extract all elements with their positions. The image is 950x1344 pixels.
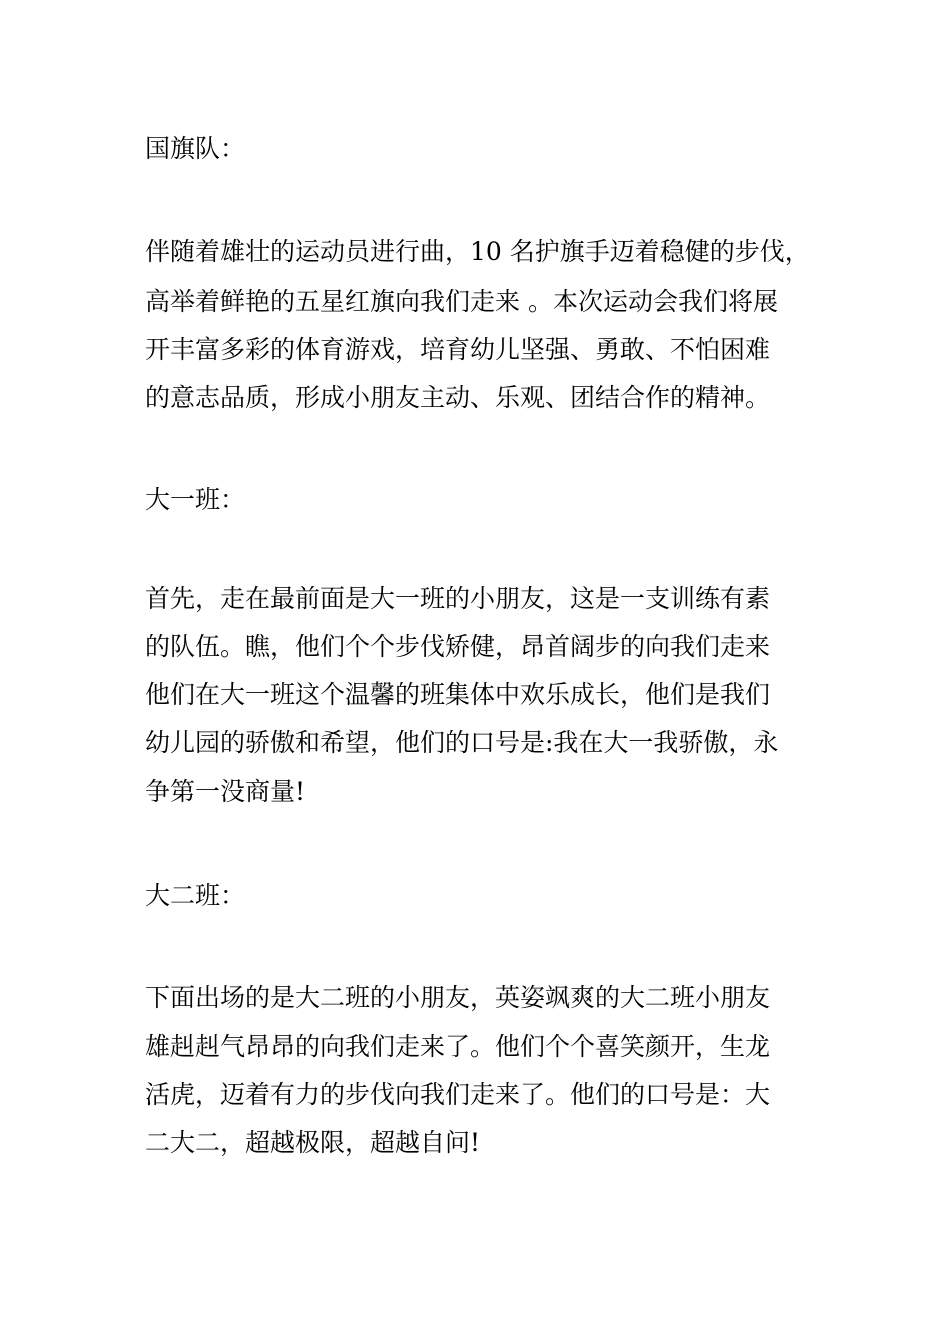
paragraph-line: 高举着鲜艳的五星红旗向我们走来 。本次运动会我们将展: [145, 287, 778, 316]
section-heading-flag-team: 国旗队：: [145, 134, 246, 163]
paragraph-line: 二大二，超越极限，超越自问!: [145, 1128, 481, 1157]
paragraph-line: 雄赳赳气昂昂的向我们走来了。他们个个喜笑颜开，生龙: [145, 1032, 771, 1061]
paragraph-line: 幼儿园的骄傲和希望，他们的口号是:我在大一我骄傲，永: [145, 728, 779, 757]
paragraph-line: 的意志品质，形成小朋友主动、乐观、团结合作的精神。: [145, 383, 771, 412]
paragraph-line: 的队伍。瞧，他们个个步伐矫健，昂首阔步的向我们走来: [145, 632, 771, 661]
section-heading-class-2: 大二班：: [145, 881, 246, 910]
paragraph-line: 首先，走在最前面是大一班的小朋友，这是一支训练有素: [145, 584, 771, 613]
paragraph-line: 他们在大一班这个温馨的班集体中欢乐成长，他们是我们: [145, 680, 771, 709]
paragraph-line: 下面出场的是大二班的小朋友，英姿飒爽的大二班小朋友: [145, 983, 771, 1012]
paragraph-line: 开丰富多彩的体育游戏，培育幼儿坚强、勇敢、不怕困难: [145, 335, 771, 364]
paragraph-line: 伴随着雄壮的运动员进行曲，10 名护旗手迈着稳健的步伐，: [145, 237, 810, 266]
paragraph-line: 活虎，迈着有力的步伐向我们走来了。他们的口号是：大: [145, 1080, 771, 1109]
paragraph-line: 争第一没商量!: [145, 777, 306, 806]
section-heading-class-1: 大一班：: [145, 485, 246, 514]
